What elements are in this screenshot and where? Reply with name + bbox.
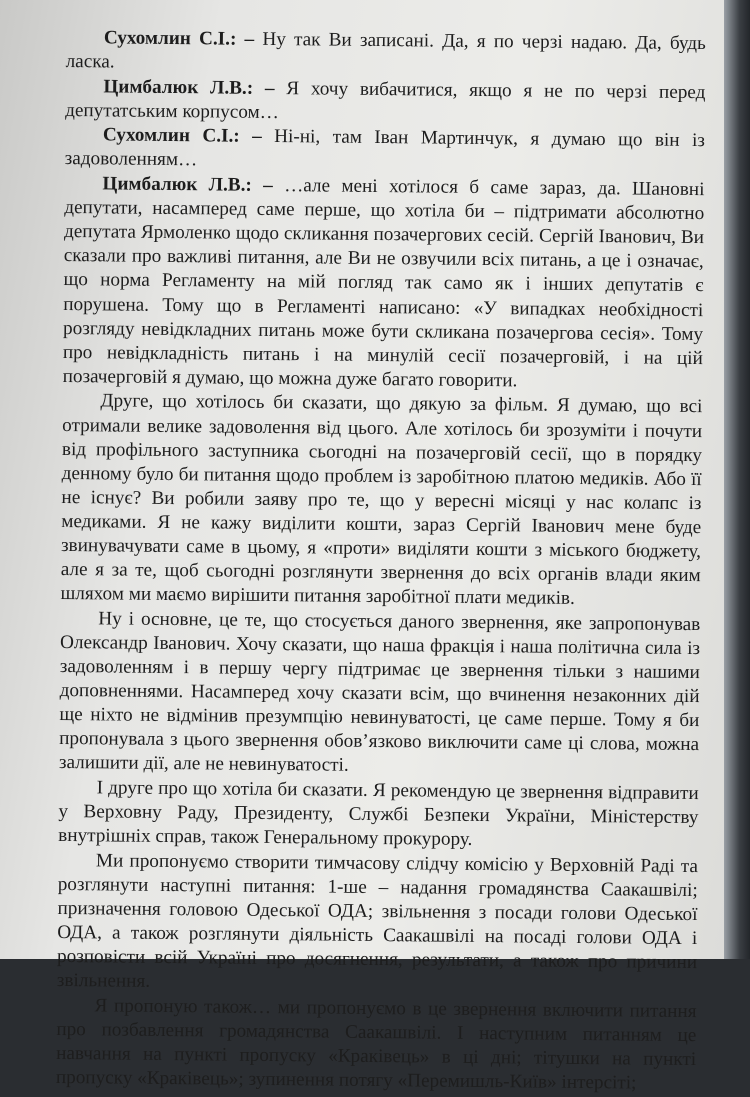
- speaker-name: Сухомлин С.І.: –: [102, 124, 262, 148]
- speaker-name: Цимбалюк Л.В.: –: [103, 76, 275, 99]
- speech-text: Я хочу вибачитися, якщо я не по черзі перед депутатським корпусом…: [65, 77, 706, 123]
- paragraph-4: [63, 172, 705, 395]
- paragraph-6: Ну і основне, це те, що стосується даного звернення, яке запропонував Олександр Іванович. Хочу сказати, що наша фракція і наша політична сила із задоволенням і в першу чергу підтримає це звернення тільки з нашими доповненнями. Насамперед хочу сказати всім, що вчинення незаконних дій ще ніхто не відмінив презумпцію невинуватості, це саме перше. Тому я би пропонувала з цього звернення обов’язково виключити саме ці слова, можна залишити дії, але не невинуватості.: [58, 608, 701, 777]
- desk-background: [724, 0, 750, 959]
- paragraph-2: [65, 75, 705, 129]
- paragraph-9: Я пропоную також… ми пропонуємо в це звернення включити питання про позбавлення громадянства Саакашвілі. І наступним питанням це навчання на пункті пропуску «Краківець» в ці дні; тітушки на пункті пропуску «Краківець»; зупинення потягу «Перемишль-Київ» інтерсіті;: [55, 995, 697, 1094]
- paragraph-1: [66, 26, 706, 80]
- speech-text: Ну так Ви записані. Да, я по черзі надаю. Да, будь ласка.: [65, 28, 706, 73]
- paragraph-5: Друге, що хотілось би сказати, що дякую за фільм. Я думаю, що всі отримали велике задоволення від цього. Але хотілось би зрозуміти і почути від профільного заступника сьогодні на позачерговій сесії, що в порядку денному було би питання щодо проблем із заробітною платою медиків. Або її не існує? Ви робили заяву про те, що у вересні місяці у нас колапс із медиками. Я не кажу виділити кошти, зараз Сергій Іванович мене буде звинувачувати саме в цьому, я «проти» виділяти кошти з міського бюджету, але я за те, щоб сьогодні розглянути звернення до всіх органів влади яким шляхом ми маємо вирішити питання заробітної плати медиків.: [60, 390, 703, 610]
- paragraph-8: Ми пропонуємо створити тимчасову слідчу комісію у Верховній Раді та розглянути наступні питання: 1-ше – надання громадянства Саакашвілі; призначення головою Одеської ОДА; звільнення з посади голови Одеської ОДА, а також розглянути діяльність Саакашвілі на посаді голови ОДА і розповісти всій Україні про досягнення, результати, а також про причини звільнення.: [56, 850, 699, 993]
- speaker-name: Цимбалюк Л.В.: –: [102, 173, 273, 197]
- speech-text: Ні-ні, там Іван Мартинчук, я думаю що він із задоволенням…: [64, 126, 706, 171]
- speaker-name: Сухомлин С.І.: –: [103, 27, 255, 50]
- paragraph-7: І друге про що хотіла би сказати. Я рекомендую це звернення відправити у Верховну Раду, Президенту, Службі Безпеки України, Міністерству внутрішніх справ, також Генеральному прокурору.: [58, 777, 699, 851]
- transcript-text: [56, 26, 706, 1097]
- speech-text: …але мені хотілося б саме зараз, да. Шановні депутати, насамперед саме перше, що хотіла би – підтримати абсолютно депутата Ярмоленко щодо скликання позачергових сесій. Сергій Іванович, Ви сказали про важливі питання, але Ви не озвучили всіх питань, а це і означає, що норма Регламенту на мій погляд так само як і інших депутатів є порушена. Тому що в Регламенті написано: «У випадках необхідності розгляду невідкладних питань може бути скликана позачергова сесія». Тому про невідкладність питань і на минулій сесії позачерговій, і на цій позачерговій я думаю, що можна дуже багато говорити.: [62, 175, 705, 392]
- paragraph-3: [65, 123, 705, 177]
